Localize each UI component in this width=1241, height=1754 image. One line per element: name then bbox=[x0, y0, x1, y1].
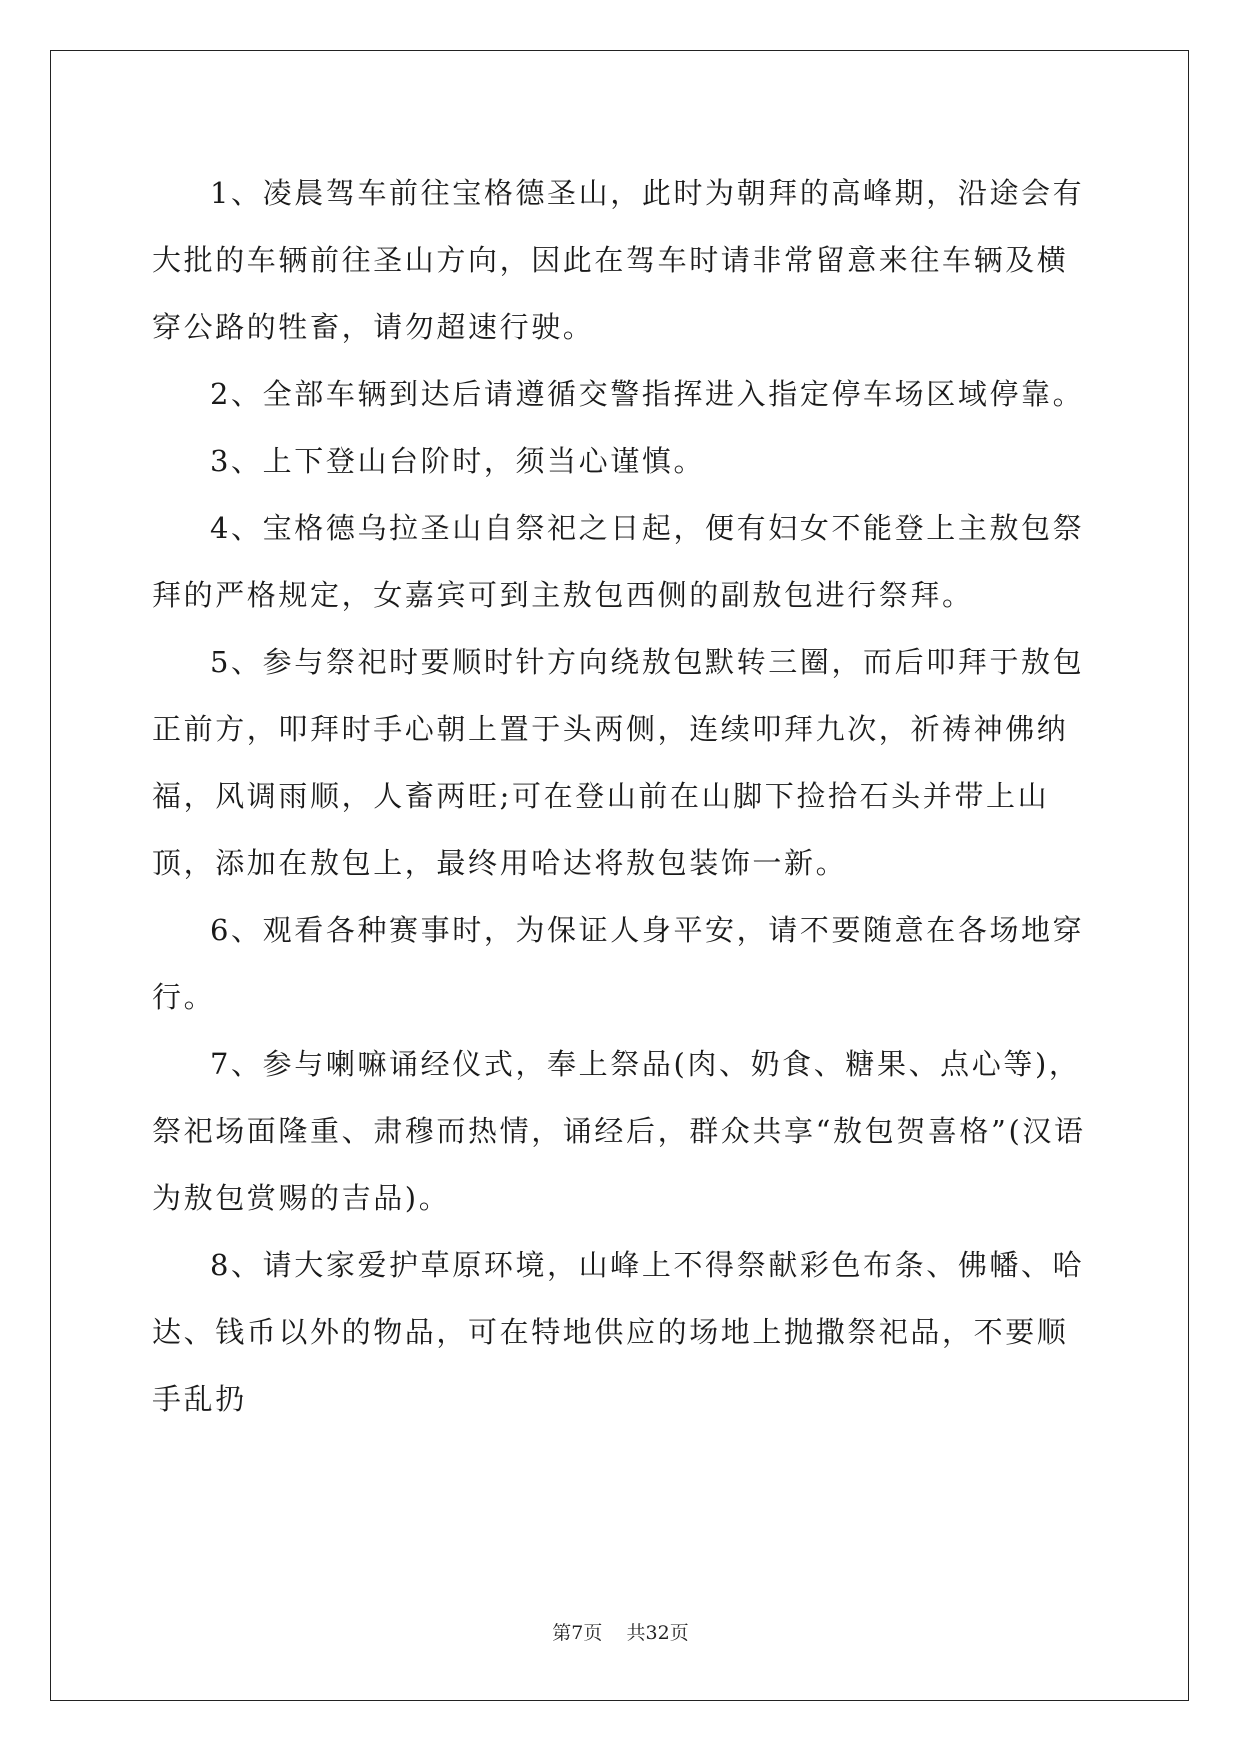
document-body bbox=[152, 160, 1092, 1433]
page-number: 第7页 bbox=[552, 1622, 603, 1644]
page-footer bbox=[0, 1618, 1241, 1645]
paragraph-2: 2、全部车辆到达后请遵循交警指挥进入指定停车场区域停靠。 bbox=[210, 377, 1085, 411]
paragraph-1: 1、凌晨驾车前往宝格德圣山，此时为朝拜的高峰期，沿途会有大批的车辆前往圣山方向，因此在驾车时请非常留意来往车辆及横穿公路的牲畜，请勿超速行驶。 bbox=[152, 176, 1085, 344]
paragraph-7: 7、参与喇嘛诵经仪式，奉上祭品(肉、奶食、糖果、点心等)，祭祀场面隆重、肃穆而热情，诵经后，群众共享“敖包贺喜格”(汉语为敖包赏赐的吉品)。 bbox=[152, 1047, 1086, 1215]
paragraph-6: 6、观看各种赛事时，为保证人身平安，请不要随意在各场地穿行。 bbox=[152, 913, 1085, 1014]
paragraph-3: 3、上下登山台阶时，须当心谨慎。 bbox=[210, 444, 706, 478]
paragraph-5: 5、参与祭祀时要顺时针方向绕敖包默转三圈，而后叩拜于敖包正前方，叩拜时手心朝上置于头两侧，连续叩拜九次，祈祷神佛纳福，风调雨顺，人畜两旺;可在登山前在山脚下捡拾石头并带上山顶，添加在敖包上，最终用哈达将敖包装饰一新。 bbox=[152, 645, 1085, 880]
paragraph-8: 8、请大家爱护草原环境，山峰上不得祭献彩色布条、佛幡、哈达、钱币以外的物品，可在特地供应的场地上抛撒祭祀品，不要顺手乱扔 bbox=[152, 1248, 1085, 1416]
paragraph-4: 4、宝格德乌拉圣山自祭祀之日起，便有妇女不能登上主敖包祭拜的严格规定，女嘉宾可到主敖包西侧的副敖包进行祭拜。 bbox=[152, 511, 1085, 612]
page-total: 共32页 bbox=[626, 1622, 689, 1644]
